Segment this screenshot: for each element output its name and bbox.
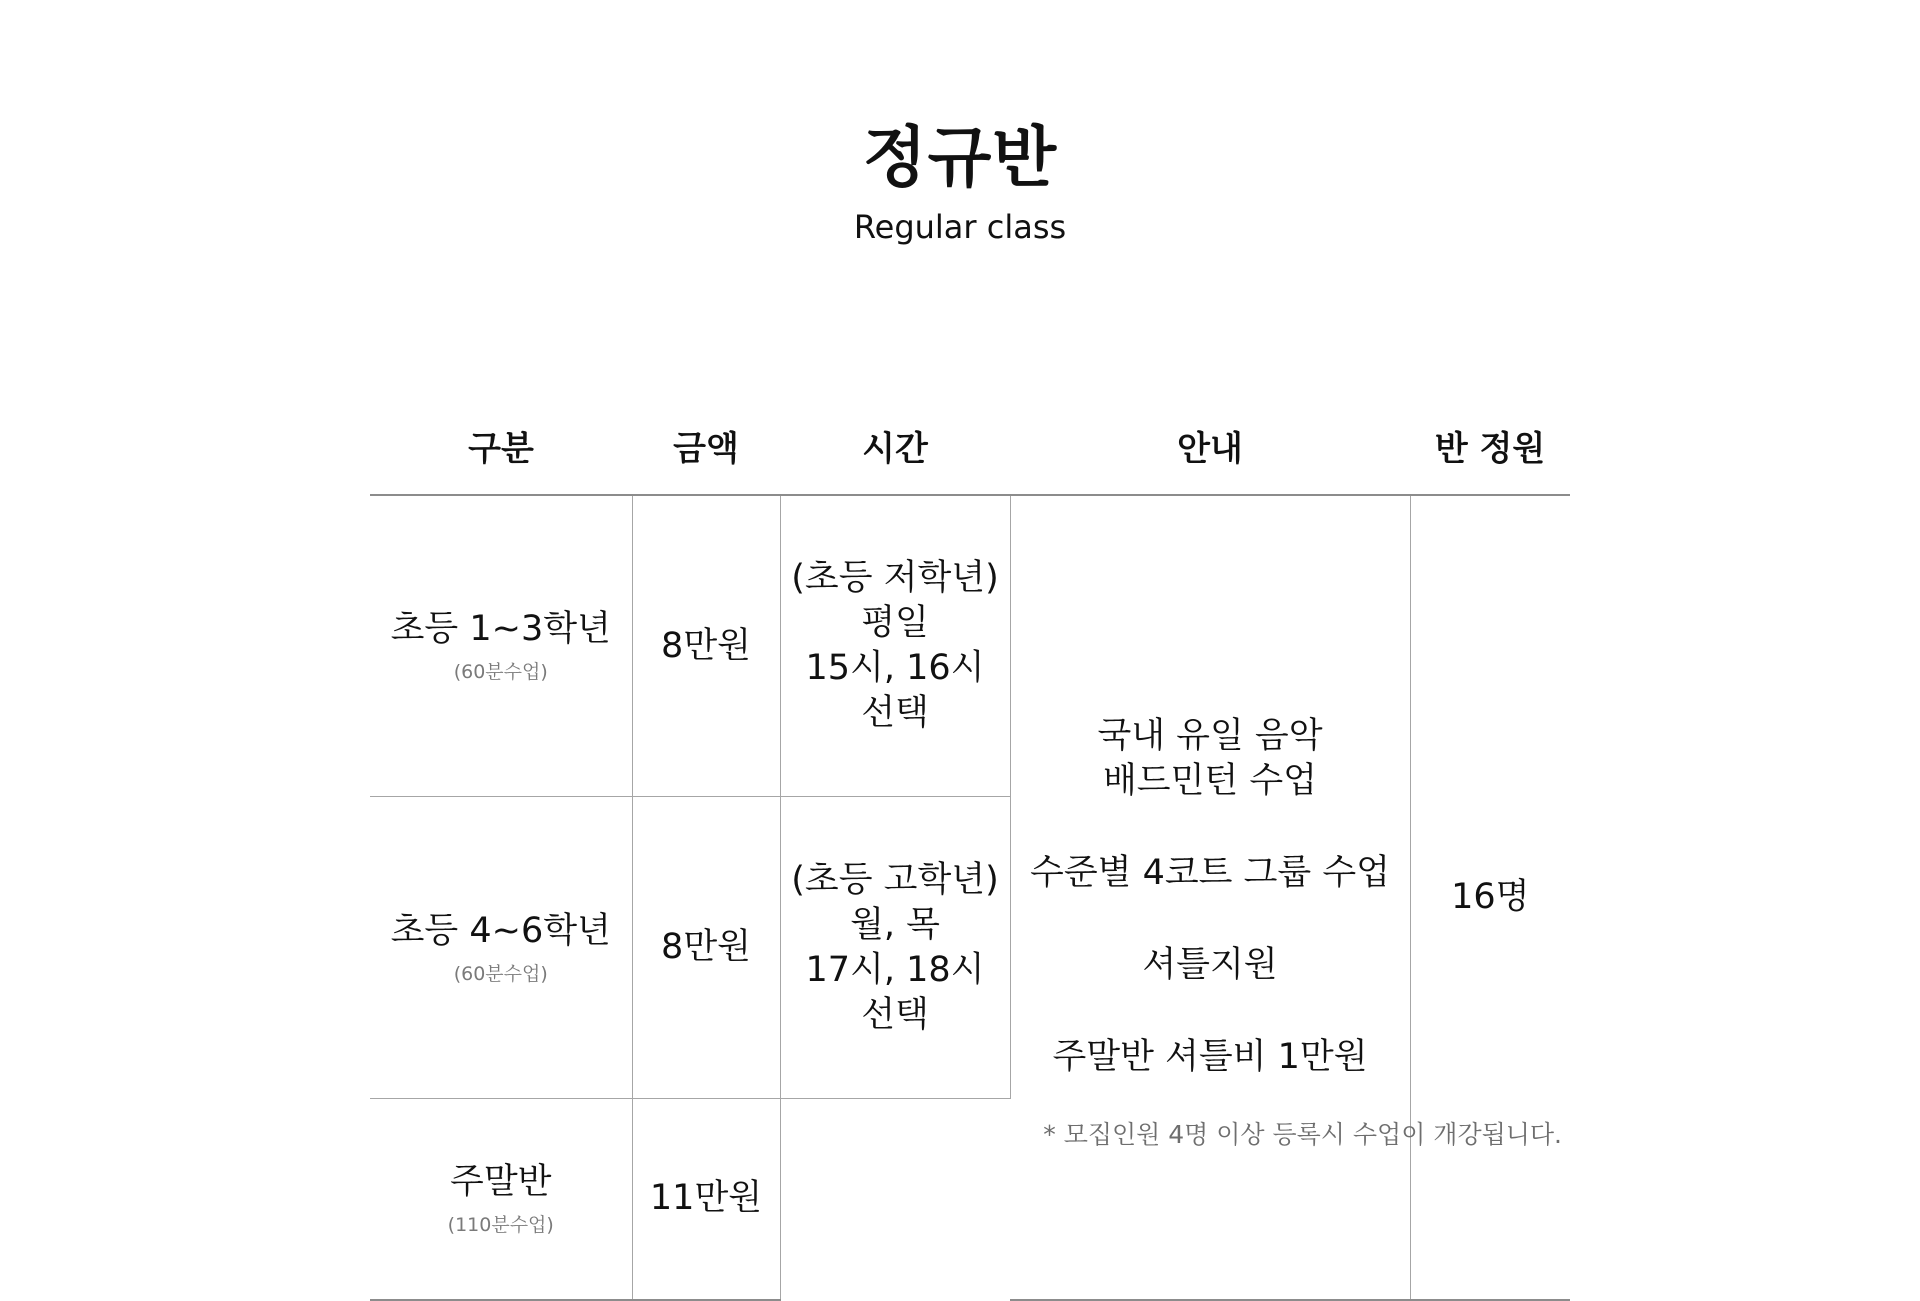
info-line: 수준별 4코트 그룹 수업: [1030, 853, 1390, 894]
class-duration: (110분수업): [447, 1213, 554, 1236]
pricing-table: [370, 400, 1570, 1301]
page-title: 정규반: [862, 119, 1058, 196]
time-slot-line: (초등 저학년): [791, 558, 999, 598]
time-slot-line: 17시, 18시: [805, 949, 985, 990]
class-duration: (60분수업): [453, 962, 548, 985]
enrollment-footnote: * 모집인원 4명 이상 등록시 수업이 개강됩니다.: [1043, 1120, 1562, 1149]
class-category-cell: [370, 1099, 632, 1300]
time-slot-line: 평일: [861, 603, 929, 643]
table-header-row: [370, 400, 1570, 495]
class-price-cell: 11만원: [632, 1099, 780, 1300]
info-line: 셔틀지원: [1142, 945, 1278, 986]
time-slot-line: (초등 고학년): [791, 859, 999, 900]
time-slot-line: 월, 목: [850, 904, 940, 945]
time-slot-lower-block: [781, 496, 1010, 797]
info-spacer: [1011, 896, 1410, 943]
table-row: [370, 495, 1570, 797]
class-duration: (60분수업): [453, 661, 548, 684]
capacity-cell: 16명: [1410, 495, 1570, 1300]
page-subtitle: Regular class: [853, 208, 1067, 246]
column-header-price: 금액: [632, 400, 780, 495]
column-header-time: 시간: [780, 400, 1010, 495]
class-price-cell: 8만원: [632, 495, 780, 797]
class-category-cell: [370, 495, 632, 797]
time-slot-line: 15시, 16시: [805, 648, 985, 688]
class-price-cell: 8만원: [632, 797, 780, 1099]
info-cell: [1010, 495, 1410, 1300]
time-slot-upper-block: [781, 797, 1010, 1098]
time-slot-line: 선택: [861, 994, 929, 1035]
info-spacer: [1011, 804, 1410, 851]
time-slot-cell-lower: [780, 495, 1010, 1099]
column-header-capacity: 반 정원: [1410, 400, 1570, 495]
time-slot-line: 선택: [861, 693, 929, 733]
info-line: 국내 유일 음악: [1097, 716, 1323, 757]
info-line: 주말반 셔틀비 1만원: [1052, 1037, 1368, 1078]
class-name: 초등 1~3학년: [390, 609, 611, 650]
class-name: 주말반: [450, 1161, 552, 1202]
column-header-info: 안내: [1010, 400, 1410, 495]
class-name: 초등 4~6학년: [390, 910, 611, 951]
column-header-category: 구분: [370, 400, 632, 495]
class-category-cell: [370, 797, 632, 1099]
info-spacer: [1011, 988, 1410, 1035]
info-line: 배드민턴 수업: [1103, 761, 1317, 802]
